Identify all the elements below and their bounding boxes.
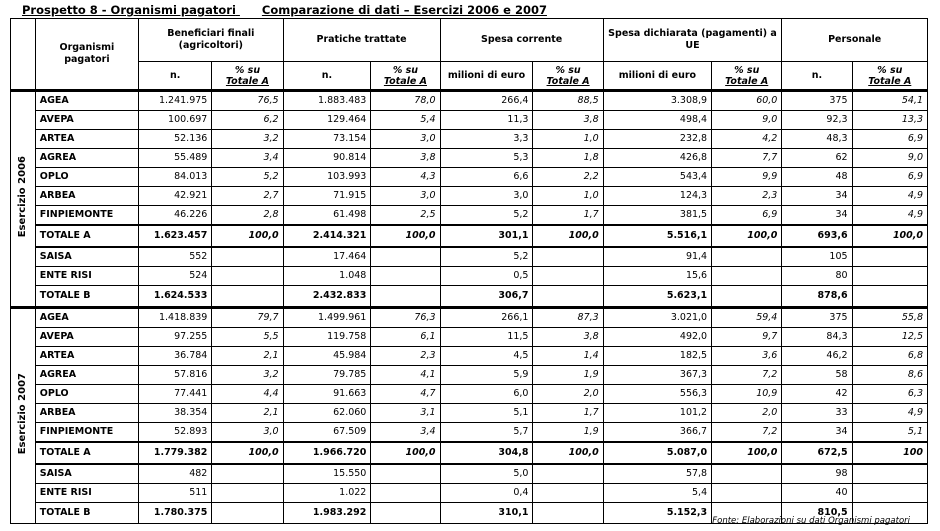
cell-sc-p: 1,0 bbox=[533, 130, 603, 149]
cell-pra-p: 76,3 bbox=[371, 308, 440, 328]
cell-sc-p: 87,3 bbox=[533, 308, 603, 328]
cell-per-n: 672,5 bbox=[782, 442, 852, 464]
cell-sc-m: 5,2 bbox=[440, 247, 533, 267]
cell-ben-n: 511 bbox=[139, 484, 212, 503]
subheader-n: n. bbox=[782, 62, 852, 91]
cell-ben-n: 552 bbox=[139, 247, 212, 267]
organismo-name: TOTALE B bbox=[35, 286, 138, 308]
organismo-name: ARTEA bbox=[35, 347, 138, 366]
organismo-name: FINPIEMONTE bbox=[35, 206, 138, 226]
cell-pra-p: 3,0 bbox=[371, 187, 440, 206]
cell-pra-p: 2,5 bbox=[371, 206, 440, 226]
cell-ben-p: 2,1 bbox=[212, 404, 283, 423]
cell-sc-m: 5,9 bbox=[440, 366, 533, 385]
cell-sd-p: 2,0 bbox=[712, 404, 782, 423]
cell-sc-m: 5,1 bbox=[440, 404, 533, 423]
cell-ben-p: 3,4 bbox=[212, 149, 283, 168]
cell-sc-p bbox=[533, 484, 603, 503]
cell-pra-n: 1.048 bbox=[283, 267, 371, 286]
cell-ben-p: 3,2 bbox=[212, 366, 283, 385]
cell-sd-m: 124,3 bbox=[603, 187, 711, 206]
cell-pra-p bbox=[371, 247, 440, 267]
cell-ben-p: 5,2 bbox=[212, 168, 283, 187]
cell-pra-n: 61.498 bbox=[283, 206, 371, 226]
cell-sc-m: 5,7 bbox=[440, 423, 533, 443]
cell-pra-p: 3,0 bbox=[371, 130, 440, 149]
cell-sc-m: 266,1 bbox=[440, 308, 533, 328]
cell-pra-p: 4,3 bbox=[371, 168, 440, 187]
cell-per-n: 42 bbox=[782, 385, 852, 404]
cell-per-n: 98 bbox=[782, 464, 852, 484]
cell-per-p: 6,8 bbox=[852, 347, 927, 366]
cell-ben-p bbox=[212, 247, 283, 267]
table-row bbox=[11, 267, 928, 286]
cell-ben-n: 482 bbox=[139, 464, 212, 484]
cell-sd-p: 9,9 bbox=[712, 168, 782, 187]
organismo-name: AGREA bbox=[35, 366, 138, 385]
cell-pra-n: 1.983.292 bbox=[283, 503, 371, 524]
subheader-milioni: milioni di euro bbox=[603, 62, 711, 91]
cell-ben-n: 52.136 bbox=[139, 130, 212, 149]
cell-sd-m: 366,7 bbox=[603, 423, 711, 443]
table-row bbox=[11, 442, 928, 464]
cell-per-p bbox=[852, 247, 927, 267]
cell-per-n: 40 bbox=[782, 484, 852, 503]
source-note: Fonte: Elaborazioni su dati Organismi pagatori bbox=[712, 516, 910, 526]
cell-per-n: 46,2 bbox=[782, 347, 852, 366]
cell-per-n: 878,6 bbox=[782, 286, 852, 308]
cell-ben-n: 1.623.457 bbox=[139, 225, 212, 247]
cell-pra-n: 119.758 bbox=[283, 328, 371, 347]
table-row bbox=[11, 168, 928, 187]
cell-pra-p: 78,0 bbox=[371, 91, 440, 111]
cell-sd-m: 5.623,1 bbox=[603, 286, 711, 308]
header-spesa-corrente: Spesa corrente bbox=[440, 19, 603, 62]
year-label: Esercizio 2007 bbox=[16, 373, 28, 455]
year-label: Esercizio 2006 bbox=[16, 156, 28, 238]
cell-ben-p: 100,0 bbox=[212, 442, 283, 464]
cell-per-n: 34 bbox=[782, 423, 852, 443]
table-row bbox=[11, 247, 928, 267]
table-row bbox=[11, 225, 928, 247]
cell-per-n: 48,3 bbox=[782, 130, 852, 149]
subheader-pct-totale-a bbox=[533, 62, 603, 91]
cell-pra-p bbox=[371, 484, 440, 503]
cell-pra-p: 3,4 bbox=[371, 423, 440, 443]
subheader-pct-label: % su bbox=[877, 64, 903, 76]
organismo-name: AGREA bbox=[35, 149, 138, 168]
table-row bbox=[11, 347, 928, 366]
cell-sd-p bbox=[712, 286, 782, 308]
subheader-pct-totale-a bbox=[712, 62, 782, 91]
cell-ben-p: 2,1 bbox=[212, 347, 283, 366]
header-pratiche: Pratiche trattate bbox=[283, 19, 440, 62]
cell-per-p: 100,0 bbox=[852, 225, 927, 247]
cell-sd-m: 381,5 bbox=[603, 206, 711, 226]
cell-sd-m: 57,8 bbox=[603, 464, 711, 484]
cell-ben-n: 42.921 bbox=[139, 187, 212, 206]
cell-sd-m: 232,8 bbox=[603, 130, 711, 149]
cell-ben-p: 4,4 bbox=[212, 385, 283, 404]
header-beneficiari: Beneficiari finali (agricoltori) bbox=[139, 19, 284, 62]
cell-per-p bbox=[852, 484, 927, 503]
subheader-pct-label: % su bbox=[234, 64, 261, 76]
cell-sc-p bbox=[533, 267, 603, 286]
cell-pra-p: 4,7 bbox=[371, 385, 440, 404]
cell-sd-m: 5.516,1 bbox=[603, 225, 711, 247]
cell-sd-p bbox=[712, 267, 782, 286]
title-main: Prospetto 8 - Organismi pagatori bbox=[22, 3, 236, 17]
table-row bbox=[11, 130, 928, 149]
cell-sd-p: 6,9 bbox=[712, 206, 782, 226]
organismo-name: TOTALE B bbox=[35, 503, 138, 524]
cell-sc-p bbox=[533, 464, 603, 484]
cell-pra-p bbox=[371, 286, 440, 308]
cell-sd-m: 426,8 bbox=[603, 149, 711, 168]
organismo-name: ARBEA bbox=[35, 404, 138, 423]
organismo-name: AGEA bbox=[35, 91, 138, 111]
subheader-totale-a-label: Totale A bbox=[225, 75, 270, 87]
organismo-name: OPLO bbox=[35, 385, 138, 404]
organismo-name: ENTE RISI bbox=[35, 484, 138, 503]
cell-ben-n: 1.624.533 bbox=[139, 286, 212, 308]
cell-ben-n: 1.779.382 bbox=[139, 442, 212, 464]
cell-per-p: 13,3 bbox=[852, 111, 927, 130]
data-table bbox=[10, 18, 928, 524]
table-row bbox=[11, 464, 928, 484]
cell-ben-n: 46.226 bbox=[139, 206, 212, 226]
cell-pra-n: 45.984 bbox=[283, 347, 371, 366]
cell-sd-m: 498,4 bbox=[603, 111, 711, 130]
cell-sc-m: 5,2 bbox=[440, 206, 533, 226]
cell-sd-p bbox=[712, 464, 782, 484]
organismo-name: TOTALE A bbox=[35, 442, 138, 464]
cell-per-p: 12,5 bbox=[852, 328, 927, 347]
cell-per-p: 55,8 bbox=[852, 308, 927, 328]
cell-ben-p: 6,2 bbox=[212, 111, 283, 130]
cell-sc-p: 2,0 bbox=[533, 385, 603, 404]
cell-ben-p: 2,8 bbox=[212, 206, 283, 226]
cell-ben-n: 84.013 bbox=[139, 168, 212, 187]
organismo-name: ENTE RISI bbox=[35, 267, 138, 286]
cell-sc-m: 6,0 bbox=[440, 385, 533, 404]
subheader-pct-totale-a bbox=[212, 62, 283, 91]
cell-per-n: 375 bbox=[782, 308, 852, 328]
cell-sd-m: 182,5 bbox=[603, 347, 711, 366]
cell-ben-n: 55.489 bbox=[139, 149, 212, 168]
header-spesa-dichiarata: Spesa dichiarata (pagamenti) a UE bbox=[603, 19, 782, 62]
cell-per-n: 34 bbox=[782, 206, 852, 226]
cell-sd-m: 91,4 bbox=[603, 247, 711, 267]
cell-pra-p: 3,1 bbox=[371, 404, 440, 423]
cell-per-p bbox=[852, 286, 927, 308]
cell-pra-p: 4,1 bbox=[371, 366, 440, 385]
cell-sd-m: 492,0 bbox=[603, 328, 711, 347]
cell-sd-p bbox=[712, 484, 782, 503]
cell-sd-p: 9,0 bbox=[712, 111, 782, 130]
subheader-pct-totale-a bbox=[852, 62, 927, 91]
cell-ben-p bbox=[212, 484, 283, 503]
cell-ben-n: 57.816 bbox=[139, 366, 212, 385]
cell-ben-n: 1.418.839 bbox=[139, 308, 212, 328]
cell-per-p bbox=[852, 267, 927, 286]
cell-per-p: 6,9 bbox=[852, 168, 927, 187]
cell-sc-m: 5,0 bbox=[440, 464, 533, 484]
cell-per-p: 54,1 bbox=[852, 91, 927, 111]
cell-sd-m: 367,3 bbox=[603, 366, 711, 385]
cell-pra-n: 15.550 bbox=[283, 464, 371, 484]
cell-pra-p bbox=[371, 267, 440, 286]
cell-sc-p: 100,0 bbox=[533, 225, 603, 247]
cell-per-n: 58 bbox=[782, 366, 852, 385]
cell-pra-p: 3,8 bbox=[371, 149, 440, 168]
cell-per-p bbox=[852, 464, 927, 484]
cell-sd-m: 5.087,0 bbox=[603, 442, 711, 464]
cell-sc-m: 3,3 bbox=[440, 130, 533, 149]
table-row bbox=[11, 404, 928, 423]
cell-per-n: 62 bbox=[782, 149, 852, 168]
subheader-pct-label: % su bbox=[392, 64, 419, 76]
cell-sc-m: 301,1 bbox=[440, 225, 533, 247]
cell-sc-p: 100,0 bbox=[533, 442, 603, 464]
cell-per-n: 92,3 bbox=[782, 111, 852, 130]
cell-sc-m: 3,0 bbox=[440, 187, 533, 206]
cell-per-n: 80 bbox=[782, 267, 852, 286]
cell-sc-m: 11,5 bbox=[440, 328, 533, 347]
cell-pra-n: 67.509 bbox=[283, 423, 371, 443]
table-row bbox=[11, 308, 928, 328]
cell-per-p: 4,9 bbox=[852, 206, 927, 226]
cell-sc-p bbox=[533, 503, 603, 524]
subheader-milioni: milioni di euro bbox=[440, 62, 533, 91]
subheader-totale-a-label: Totale A bbox=[868, 75, 912, 87]
cell-pra-n: 73.154 bbox=[283, 130, 371, 149]
cell-ben-n: 1.780.375 bbox=[139, 503, 212, 524]
cell-sc-p: 1,8 bbox=[533, 149, 603, 168]
cell-sd-m: 556,3 bbox=[603, 385, 711, 404]
cell-pra-p bbox=[371, 503, 440, 524]
cell-ben-n: 52.893 bbox=[139, 423, 212, 443]
cell-ben-n: 1.241.975 bbox=[139, 91, 212, 111]
organismo-name: TOTALE A bbox=[35, 225, 138, 247]
table-row bbox=[11, 149, 928, 168]
cell-sd-p: 3,6 bbox=[712, 347, 782, 366]
cell-sd-p: 60,0 bbox=[712, 91, 782, 111]
cell-sc-m: 310,1 bbox=[440, 503, 533, 524]
cell-per-n: 375 bbox=[782, 91, 852, 111]
cell-sd-p: 100,0 bbox=[712, 442, 782, 464]
cell-per-p: 6,3 bbox=[852, 385, 927, 404]
cell-sc-p: 3,8 bbox=[533, 111, 603, 130]
cell-pra-n: 17.464 bbox=[283, 247, 371, 267]
cell-sc-m: 0,4 bbox=[440, 484, 533, 503]
cell-per-p: 5,1 bbox=[852, 423, 927, 443]
cell-ben-n: 36.784 bbox=[139, 347, 212, 366]
cell-pra-p: 5,4 bbox=[371, 111, 440, 130]
subheader-row bbox=[11, 62, 928, 91]
cell-pra-n: 2.432.833 bbox=[283, 286, 371, 308]
cell-sd-p: 10,9 bbox=[712, 385, 782, 404]
cell-ben-n: 524 bbox=[139, 267, 212, 286]
cell-per-n: 48 bbox=[782, 168, 852, 187]
subheader-totale-a-label: Totale A bbox=[383, 75, 427, 87]
cell-sc-p: 1,9 bbox=[533, 423, 603, 443]
cell-per-p: 100 bbox=[852, 442, 927, 464]
cell-pra-p: 100,0 bbox=[371, 442, 440, 464]
cell-sc-p: 1,7 bbox=[533, 404, 603, 423]
cell-sc-m: 0,5 bbox=[440, 267, 533, 286]
year-label-cell bbox=[11, 91, 36, 308]
cell-sc-m: 5,3 bbox=[440, 149, 533, 168]
cell-pra-n: 103.993 bbox=[283, 168, 371, 187]
cell-pra-n: 1.022 bbox=[283, 484, 371, 503]
cell-sd-p bbox=[712, 247, 782, 267]
cell-ben-n: 100.697 bbox=[139, 111, 212, 130]
cell-per-n: 810,5 bbox=[782, 503, 852, 524]
cell-ben-p: 5,5 bbox=[212, 328, 283, 347]
cell-pra-n: 1.499.961 bbox=[283, 308, 371, 328]
cell-pra-p: 100,0 bbox=[371, 225, 440, 247]
cell-sd-m: 101,2 bbox=[603, 404, 711, 423]
table-row bbox=[11, 423, 928, 443]
cell-pra-p bbox=[371, 464, 440, 484]
cell-ben-p bbox=[212, 286, 283, 308]
organismo-name: FINPIEMONTE bbox=[35, 423, 138, 443]
subheader-pct-totale-a bbox=[371, 62, 440, 91]
cell-sd-p: 7,2 bbox=[712, 366, 782, 385]
cell-pra-n: 90.814 bbox=[283, 149, 371, 168]
cell-pra-p: 2,3 bbox=[371, 347, 440, 366]
cell-sc-p: 3,8 bbox=[533, 328, 603, 347]
cell-per-p: 6,9 bbox=[852, 130, 927, 149]
corner-cell bbox=[11, 19, 36, 91]
table-row bbox=[11, 111, 928, 130]
cell-ben-p bbox=[212, 464, 283, 484]
cell-ben-p bbox=[212, 267, 283, 286]
cell-sd-m: 543,4 bbox=[603, 168, 711, 187]
cell-sc-p: 1,0 bbox=[533, 187, 603, 206]
cell-pra-n: 91.663 bbox=[283, 385, 371, 404]
table-body bbox=[11, 91, 928, 524]
subheader-totale-a-label: Totale A bbox=[725, 75, 769, 87]
cell-pra-n: 129.464 bbox=[283, 111, 371, 130]
table-row bbox=[11, 286, 928, 308]
organismo-name: AGEA bbox=[35, 308, 138, 328]
cell-sc-p: 1,9 bbox=[533, 366, 603, 385]
cell-ben-n: 38.354 bbox=[139, 404, 212, 423]
cell-sc-m: 304,8 bbox=[440, 442, 533, 464]
cell-sd-p: 7,7 bbox=[712, 149, 782, 168]
cell-sc-m: 11,3 bbox=[440, 111, 533, 130]
cell-per-p: 9,0 bbox=[852, 149, 927, 168]
table-title bbox=[22, 3, 547, 17]
title-sub: Comparazione di dati – Esercizi 2006 e 2007 bbox=[261, 3, 547, 17]
organismo-name: AVEPA bbox=[35, 328, 138, 347]
cell-sd-p: 9,7 bbox=[712, 328, 782, 347]
cell-sd-m: 15,6 bbox=[603, 267, 711, 286]
cell-sd-p: 2,3 bbox=[712, 187, 782, 206]
cell-sc-m: 4,5 bbox=[440, 347, 533, 366]
cell-pra-p: 6,1 bbox=[371, 328, 440, 347]
cell-sd-p: 7,2 bbox=[712, 423, 782, 443]
cell-per-p: 4,9 bbox=[852, 187, 927, 206]
table-row bbox=[11, 385, 928, 404]
organismo-name: SAISA bbox=[35, 464, 138, 484]
cell-sc-p bbox=[533, 286, 603, 308]
cell-sc-p: 88,5 bbox=[533, 91, 603, 111]
header-organismi: Organismi pagatori bbox=[35, 19, 138, 91]
subheader-totale-a-label: Totale A bbox=[546, 75, 590, 87]
subheader-pct-label: % su bbox=[734, 64, 760, 76]
cell-pra-n: 1.966.720 bbox=[283, 442, 371, 464]
cell-sd-m: 5.152,3 bbox=[603, 503, 711, 524]
cell-ben-n: 77.441 bbox=[139, 385, 212, 404]
table-row bbox=[11, 91, 928, 111]
cell-sc-p bbox=[533, 247, 603, 267]
cell-ben-p: 100,0 bbox=[212, 225, 283, 247]
cell-sc-m: 266,4 bbox=[440, 91, 533, 111]
cell-ben-p: 76,5 bbox=[212, 91, 283, 111]
cell-ben-p: 79,7 bbox=[212, 308, 283, 328]
header-personale: Personale bbox=[782, 19, 928, 62]
table-row bbox=[11, 206, 928, 226]
subheader-n: n. bbox=[283, 62, 371, 91]
cell-pra-n: 79.785 bbox=[283, 366, 371, 385]
subheader-n: n. bbox=[139, 62, 212, 91]
cell-sd-m: 5,4 bbox=[603, 484, 711, 503]
organismo-name: ARTEA bbox=[35, 130, 138, 149]
table-row bbox=[11, 366, 928, 385]
organismo-name: SAISA bbox=[35, 247, 138, 267]
cell-per-n: 84,3 bbox=[782, 328, 852, 347]
cell-pra-n: 71.915 bbox=[283, 187, 371, 206]
cell-ben-p bbox=[212, 503, 283, 524]
cell-sc-m: 6,6 bbox=[440, 168, 533, 187]
cell-per-n: 33 bbox=[782, 404, 852, 423]
cell-ben-n: 97.255 bbox=[139, 328, 212, 347]
cell-pra-n: 2.414.321 bbox=[283, 225, 371, 247]
cell-per-n: 105 bbox=[782, 247, 852, 267]
organismo-name: ARBEA bbox=[35, 187, 138, 206]
cell-sc-m: 306,7 bbox=[440, 286, 533, 308]
cell-sc-p: 1,7 bbox=[533, 206, 603, 226]
organismo-name: OPLO bbox=[35, 168, 138, 187]
cell-per-p: 8,6 bbox=[852, 366, 927, 385]
organismo-name: AVEPA bbox=[35, 111, 138, 130]
cell-sc-p: 2,2 bbox=[533, 168, 603, 187]
year-label-cell bbox=[11, 308, 36, 524]
cell-sc-p: 1,4 bbox=[533, 347, 603, 366]
cell-sd-p: 4,2 bbox=[712, 130, 782, 149]
cell-sd-p: 100,0 bbox=[712, 225, 782, 247]
table-row bbox=[11, 484, 928, 503]
cell-ben-p: 3,2 bbox=[212, 130, 283, 149]
cell-ben-p: 2,7 bbox=[212, 187, 283, 206]
table-row bbox=[11, 187, 928, 206]
cell-per-n: 693,6 bbox=[782, 225, 852, 247]
subheader-pct-label: % su bbox=[555, 64, 581, 76]
cell-ben-p: 3,0 bbox=[212, 423, 283, 443]
cell-per-p: 4,9 bbox=[852, 404, 927, 423]
cell-pra-n: 1.883.483 bbox=[283, 91, 371, 111]
table-row bbox=[11, 328, 928, 347]
cell-sd-m: 3.021,0 bbox=[603, 308, 711, 328]
cell-per-n: 34 bbox=[782, 187, 852, 206]
cell-sd-p: 59,4 bbox=[712, 308, 782, 328]
cell-sd-m: 3.308,9 bbox=[603, 91, 711, 111]
cell-pra-n: 62.060 bbox=[283, 404, 371, 423]
